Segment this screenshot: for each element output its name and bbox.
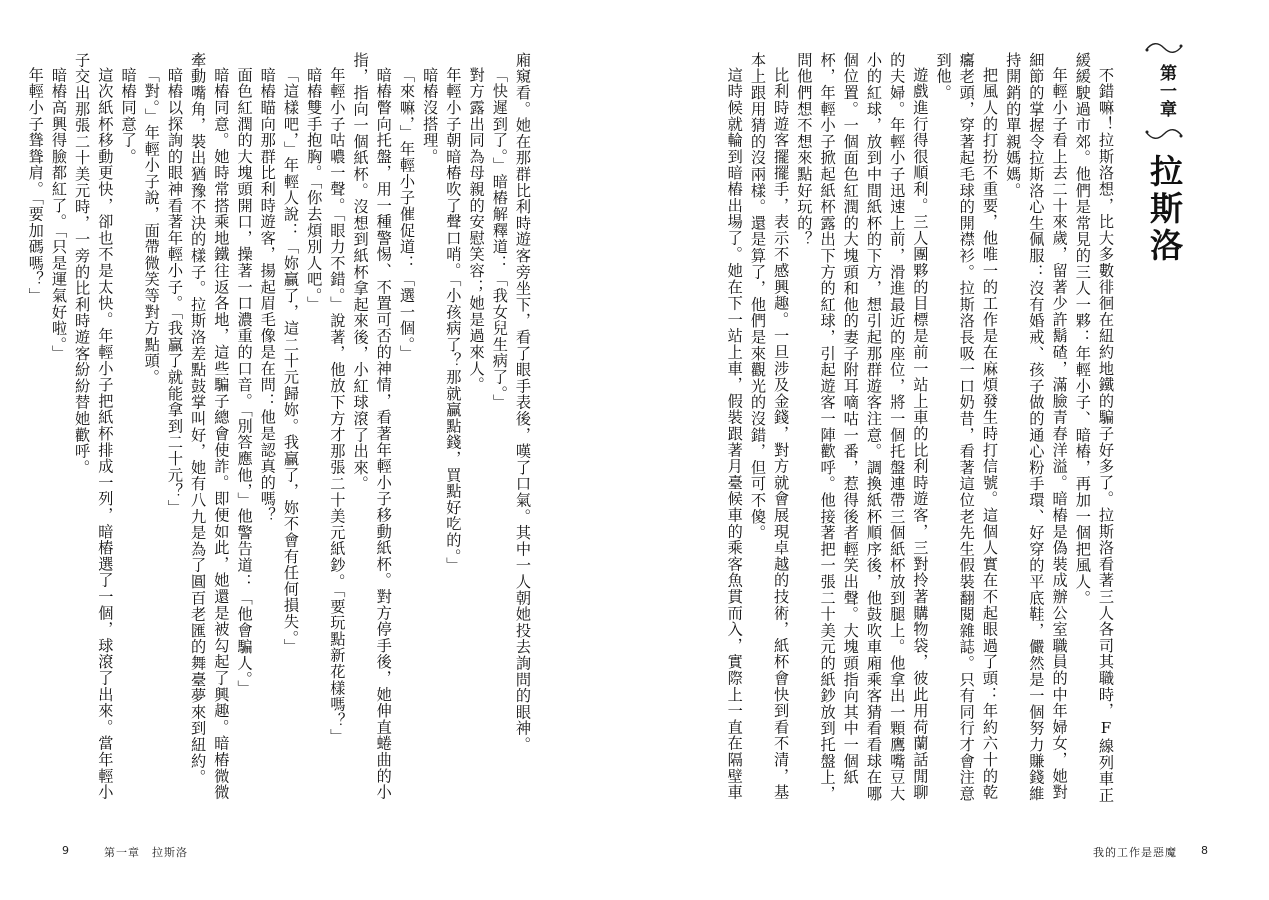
paragraph: 暗樁沒搭理。 (421, 67, 440, 165)
page-number-right: 8 (1201, 844, 1208, 857)
paragraph: 暗樁以探詢的眼神看著年輕小子。「我贏了就能拿到二十元？」 (165, 67, 184, 516)
paragraph: 年輕小子看上去二十來歲，留著少許鬍碴，滿臉青春洋溢。暗樁是偽裝成辦公室職員的中年婦女，她對細節的掌握令拉斯洛心生佩服：沒有婚戒、孩子做的通心粉手環、好穿的平底鞋，儼然是一個努力賺錢維持開銷的單親媽媽。 (1004, 52, 1069, 802)
paragraph: 暗樁瞄向那群比利時遊客，揚起眉毛像是在問：他是認真的嗎？ (258, 67, 277, 524)
chapter-title: 拉斯洛 (1145, 154, 1184, 265)
paragraph: 這次紙杯移動更快，卻也不是太快。年輕小子把紙杯排成一列，暗樁選了一個，球滾了出來。當年輕小子交出那張二十美元時，一旁的比利時遊客紛紛替她歡呼。 (73, 52, 115, 801)
paragraph: 比利時遊客擺擺手，表示不感興趣。一旦涉及金錢，對方就會展現卓越的技術，紙杯會快到看不清，基本上跟用猜的沒兩樣。還是算了，他們是來觀光的沒錯，但可不傻。 (748, 52, 791, 801)
paragraph: 暗樁瞥向托盤，用一種警惕、不置可否的神情，看著年輕小子移動紙杯。對方停手後，她伸直蜷曲的小指，指向一個紙杯。沒想到紙杯拿起來後，小紅球滾了出來。 (351, 52, 393, 801)
paragraph: 「這樣吧，」年輕人說：「妳贏了，這二十元歸妳。我贏了，妳不會有任何損失。」 (281, 67, 300, 656)
chapter-number: 第一章 (1156, 64, 1176, 118)
paragraph: 暗樁雙手抱胸。「你去煩別人吧。」 (305, 67, 324, 313)
paragraph: 這時候就輪到暗樁出場了。她在下一站上車，假裝跟著月臺候車的乘客魚貫而入，實際上一直在隔壁車 (725, 67, 744, 801)
left-page (0, 0, 634, 900)
running-head-left: 第一章 拉斯洛 (104, 846, 188, 859)
ornament-bottom-icon (1144, 128, 1184, 140)
paragraph: 年輕小子朝暗樁吹了聲口哨。「小孩病了？那就贏點錢，買點好吃的。」 (444, 67, 463, 574)
paragraph: 「對。」年輕小子說，面帶微笑等對方點頭。 (142, 67, 161, 386)
ornament-top-icon (1144, 42, 1184, 54)
running-head-right: 我的工作是惡魔 (1093, 846, 1177, 859)
right-page (635, 0, 1269, 900)
paragraph: 年輕小子咕噥一聲。「眼力不錯。」說著，他放下方才那張二十美元紙鈔。「要玩點新花樣嗎？」 (328, 67, 347, 746)
paragraph: 「來嘛，」年輕小子催促道：「選一個。」 (397, 67, 416, 362)
paragraph: 暗樁高興得臉都紅了。「只是運氣好啦。」 (49, 67, 68, 362)
left-page-body-text (26, 52, 534, 812)
paragraph: 遊戲進行得很順利。三人團夥的目標是前一站上車的比利時遊客，三對拎著購物袋，彼此用荷蘭話閒聊的夫婦。年輕小子迅速上前，滑進最近的座位，將一個托盤連帶三個紙杯放到腿上。他拿出一顆鷹嘴豆大小的紅球，放到中間紙杯的下方，想引起那群遊客注意。調換紙杯順序後，他鼓吹車廂乘客猜看看球在哪個位置。一個面色紅潤的大塊頭和他的妻子附耳嘀咕一番，惹得後者輕笑出聲。大塊頭指向其中一個紙杯，年輕小子掀起紙杯露出下方的紅球，引起遊客一陣歡呼。他接著把一張二十美元的紙鈔放到托盤上，問他們想不想來點好玩的？ (795, 52, 930, 802)
paragraph: 「快遲到了。」暗樁解釋道：「我女兒生病了。」 (490, 67, 509, 411)
paragraph: 把風人的打扮不重要，他唯一的工作是在麻煩發生時打信號。這個人實在不起眼過了頭：年約六十的乾癟老頭，穿著起毛球的開襟衫。拉斯洛長吸一口奶昔，看著這位老先生假裝翻閱雜誌。只有同行才會注意到他。 (934, 52, 999, 802)
right-page-body-text (712, 52, 1117, 812)
paragraph: 對方露出同為母親的安慰笑容；她是過來人。 (467, 67, 486, 394)
paragraph: 廂窺看。她在那群比利時遊客旁坐下，看了眼手表後，嘆了口氣。其中一人朝她投去詢問的眼神。 (514, 52, 532, 753)
paragraph: 年輕小子聳聳肩。「要加碼嗎？」 (26, 67, 45, 305)
paragraph: 暗樁同意。她時常搭乘地鐵往返各地，這些騙子總會使詐。即便如此，她還是被勾起了興趣。暗樁微微牽動嘴角，裝出猶豫不決的樣子。拉斯洛差點鼓掌叫好，她有八九是為了圓百老匯的舞臺夢來到紐約。 (189, 52, 231, 801)
paragraph: 面色紅潤的大塊頭開口，操著一口濃重的口音。「別答應他，」他警告道：「他會騙人。」 (235, 67, 254, 697)
page-number-left: 9 (62, 844, 69, 857)
paragraph: 不錯嘛！拉斯洛想，比大多數徘徊在紐約地鐵的騙子好多了。拉斯洛看著三人各司其職時，F線列車正緩緩駛過市郊。他們是常見的三人一夥：年輕小子、暗樁，再加一個把風人。 (1073, 52, 1115, 804)
paragraph: 暗樁同意了。 (119, 67, 138, 165)
chapter-heading (1134, 42, 1194, 292)
